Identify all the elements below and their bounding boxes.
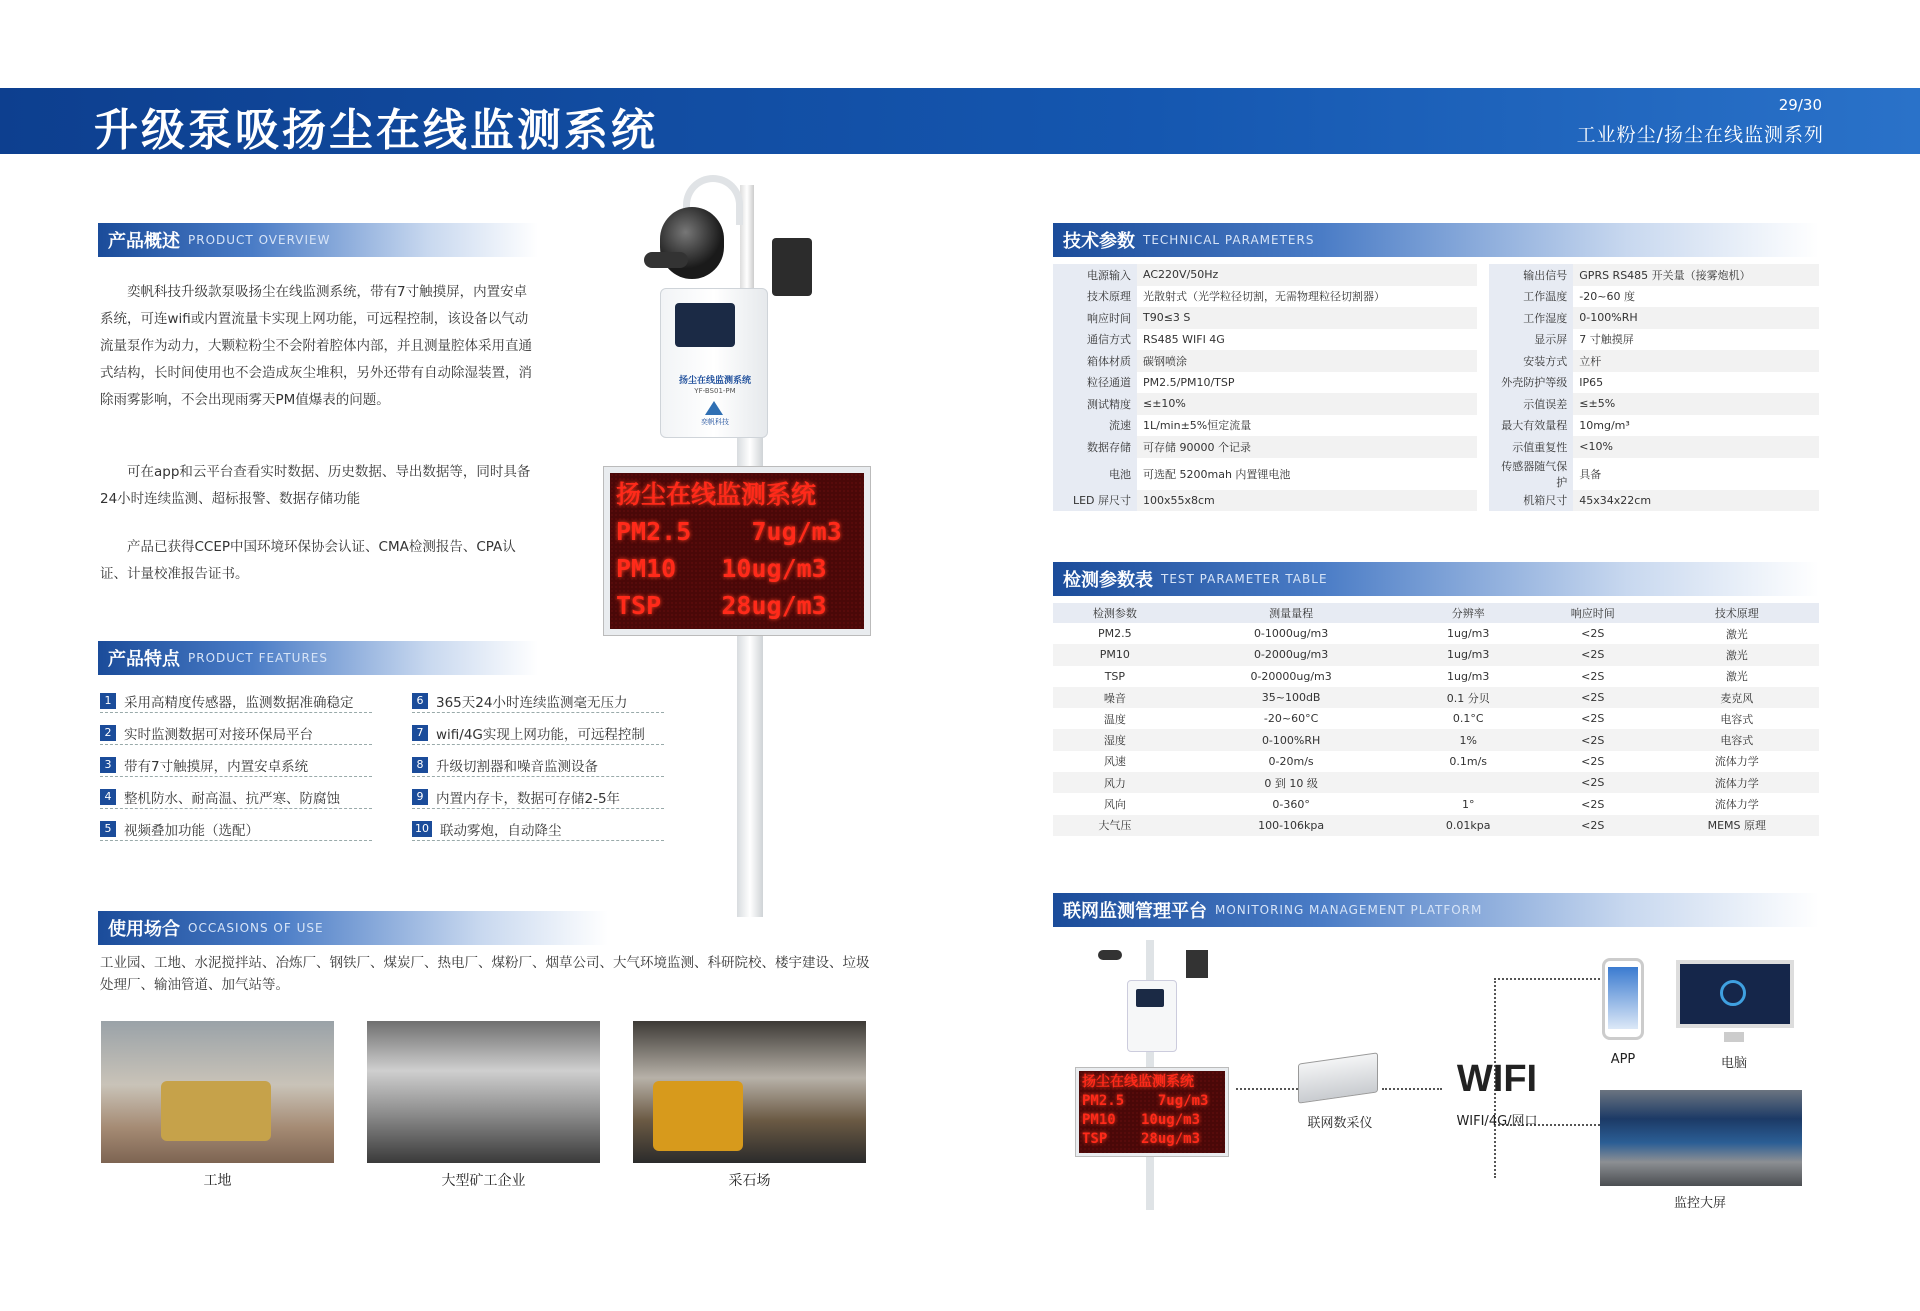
tech-row xyxy=(1053,286,1819,308)
test-cell: 1° xyxy=(1461,797,1475,811)
series-title: 工业粉尘/扬尘在线监测系列 xyxy=(1576,124,1824,146)
test-cell: TSP xyxy=(1104,669,1126,683)
tech-spacer xyxy=(1477,286,1489,308)
wind-speed-sensor-icon xyxy=(644,252,688,268)
tech-spacer xyxy=(1477,415,1489,437)
tech-param-name: 流速 xyxy=(1053,415,1137,437)
test-cell: MEMS 原理 xyxy=(1655,815,1819,836)
tech-param-name: 输出信号 xyxy=(1489,264,1573,286)
feature-item: 6 365天24小时连续监测毫无压力 xyxy=(412,689,664,713)
photo-caption: 大型矿工企业 xyxy=(441,1173,526,1189)
tech-param-value: T90≤3 S xyxy=(1137,307,1477,329)
test-row xyxy=(1053,708,1819,729)
camera-icon xyxy=(660,207,724,279)
features-title-zh: 产品特点 xyxy=(108,649,180,670)
tech-spacer xyxy=(1477,393,1489,415)
tech-spacer xyxy=(1477,350,1489,372)
photo-caption: 采石场 xyxy=(728,1173,771,1189)
test-cell: 1ug/m3 xyxy=(1447,669,1490,683)
led-row: PM10 10ug/m3 xyxy=(616,554,827,583)
tech-row xyxy=(1053,307,1819,329)
tech-param-value: ≤±10% xyxy=(1137,393,1477,415)
feature-item: 9 内置内存卡，数据可存储2-5年 xyxy=(412,785,664,809)
mini-led-display: 扬尘在线监测系统 PM2.5 7ug/m3 PM10 10ug/m3 TSP 28ug/m3 xyxy=(1076,1068,1228,1156)
tech-param-value: 具备 xyxy=(1579,467,1602,481)
tech-param-value: 100x55x8cm xyxy=(1137,490,1477,512)
tech-param-name: 技术原理 xyxy=(1053,286,1137,308)
tech-param-value: RS485 WIFI 4G xyxy=(1143,332,1225,346)
test-cell: 0.1 分贝 xyxy=(1406,687,1531,708)
test-column-header: 分辨率 xyxy=(1406,603,1531,623)
led-title: 扬尘在线监测系统 xyxy=(616,480,817,509)
tech-param-value: 0-100%RH xyxy=(1573,307,1819,329)
test-cell: 激光 xyxy=(1655,644,1819,665)
platform-title-en: MONITORING MANAGEMENT PLATFORM xyxy=(1215,903,1483,917)
led-row: TSP 28ug/m3 xyxy=(616,591,827,620)
tech-param-name: 电池 xyxy=(1053,458,1137,490)
test-parameters-table xyxy=(1053,603,1819,836)
tech-param-value: 光散射式（光学粒径切割，无需物理粒径切割器） xyxy=(1143,290,1385,304)
page-title: 升级泵吸扬尘在线监测系统 xyxy=(94,105,658,156)
test-cell: 0-20000ug/m3 xyxy=(1250,669,1332,683)
feature-item: 4 整机防水、耐高温、抗严寒、防腐蚀 xyxy=(100,785,372,809)
tech-title-en: TECHNICAL PARAMETERS xyxy=(1143,233,1315,247)
features-title-en: PRODUCT FEATURES xyxy=(188,651,328,665)
tech-param-name: 传感器随气保护 xyxy=(1489,458,1573,490)
photo-mining xyxy=(367,1021,600,1163)
test-title-en: TEST PARAMETER TABLE xyxy=(1161,572,1328,586)
tech-row xyxy=(1053,350,1819,372)
feature-item: 10 联动雾炮，自动降尘 xyxy=(412,817,664,841)
test-row xyxy=(1053,623,1819,644)
test-cell: 激光 xyxy=(1725,670,1748,684)
tech-row xyxy=(1053,329,1819,351)
test-cell: 35~100dB xyxy=(1177,687,1406,708)
tech-param-value: -20~60 度 xyxy=(1579,290,1635,304)
tech-param-name: LED 屏尺寸 xyxy=(1053,490,1137,512)
feature-item: 8 升级切割器和噪音监测设备 xyxy=(412,753,664,777)
tech-param-value: 可存储 90000 个记录 xyxy=(1137,436,1477,458)
test-heading xyxy=(1053,562,1819,596)
test-cell: 激光 xyxy=(1725,627,1748,641)
test-cell: 麦克风 xyxy=(1655,687,1819,708)
features-heading xyxy=(98,641,538,675)
collector-label: 联网数采仪 xyxy=(1307,1116,1373,1131)
tech-heading xyxy=(1053,223,1819,257)
test-cell: PM2.5 xyxy=(1098,627,1132,641)
wind-direction-sensor-icon xyxy=(772,238,812,296)
test-cell: <2S xyxy=(1531,815,1655,836)
tech-param-value: PM2.5/PM10/TSP xyxy=(1143,375,1235,389)
tech-param-name: 测试精度 xyxy=(1053,393,1137,415)
tech-param-name: 机箱尺寸 xyxy=(1489,490,1573,512)
test-cell xyxy=(1406,772,1531,793)
test-row xyxy=(1053,729,1819,750)
test-cell: <2S xyxy=(1581,712,1605,726)
test-cell: <2S xyxy=(1581,797,1605,811)
test-cell: 0.1°C xyxy=(1452,712,1484,726)
phone-icon xyxy=(1602,958,1644,1040)
device-main-box xyxy=(660,288,768,438)
test-cell: 0-2000ug/m3 xyxy=(1177,644,1406,665)
test-cell: 0 到 10 级 xyxy=(1177,772,1406,793)
test-cell: 100-106kpa xyxy=(1177,815,1406,836)
tech-param-value: 1L/min±5%恒定流量 xyxy=(1143,419,1252,433)
test-row xyxy=(1053,666,1819,687)
test-cell: 1ug/m3 xyxy=(1447,627,1490,641)
mini-wind-vane-icon xyxy=(1186,950,1208,978)
test-row xyxy=(1053,772,1819,793)
test-cell: 温度 xyxy=(1103,712,1126,726)
led-display xyxy=(604,467,870,635)
tech-spacer xyxy=(1477,490,1489,512)
tech-spacer xyxy=(1477,372,1489,394)
tech-param-value: AC220V/50Hz xyxy=(1137,264,1477,286)
tech-param-name: 箱体材质 xyxy=(1053,350,1137,372)
pc-label: 电脑 xyxy=(1720,1056,1747,1071)
test-cell: <2S xyxy=(1581,669,1605,683)
test-cell: 噪音 xyxy=(1053,687,1177,708)
photo-construction-site xyxy=(101,1021,334,1163)
test-cell: <2S xyxy=(1531,772,1655,793)
tech-row xyxy=(1053,436,1819,458)
platform-heading xyxy=(1053,893,1819,927)
brand-logo-icon xyxy=(705,401,723,415)
overview-heading xyxy=(98,223,538,257)
feature-item: 3 带有7寸触摸屏，内置安卓系统 xyxy=(100,753,372,777)
test-cell: 湿度 xyxy=(1053,729,1177,750)
test-cell: 0.1m/s xyxy=(1449,754,1488,768)
usage-title-en: OCCASIONS OF USE xyxy=(188,921,324,935)
tech-param-name: 响应时间 xyxy=(1053,307,1137,329)
test-cell: 1% xyxy=(1406,729,1531,750)
test-row xyxy=(1053,751,1819,772)
test-cell: 风速 xyxy=(1103,755,1126,769)
tech-param-value: 10mg/m³ xyxy=(1579,418,1630,432)
test-title-zh: 检测参数表 xyxy=(1063,570,1153,591)
platform-title-zh: 联网监测管理平台 xyxy=(1063,901,1207,922)
test-cell: 0-1000ug/m3 xyxy=(1253,627,1329,641)
test-cell: PM10 xyxy=(1053,644,1177,665)
tech-param-name: 示值误差 xyxy=(1489,393,1573,415)
test-cell: <2S xyxy=(1581,627,1605,641)
tech-row xyxy=(1053,490,1819,512)
tech-param-value: 7 寸触摸屏 xyxy=(1579,333,1634,347)
usage-heading xyxy=(98,911,608,945)
test-cell: <2S xyxy=(1581,754,1605,768)
tech-param-value: 45x34x22cm xyxy=(1573,490,1819,512)
tech-parameters-table xyxy=(1053,264,1819,511)
device-box-label: 扬尘在线监测系统 xyxy=(678,376,751,386)
test-column-header: 检测参数 xyxy=(1053,603,1177,623)
wifi-label: WIFI xyxy=(1456,1058,1538,1100)
test-cell: 流体力学 xyxy=(1714,798,1759,812)
tech-param-name: 外壳防护等级 xyxy=(1489,372,1573,394)
bigscreen-label: 监控大屏 xyxy=(1673,1196,1726,1211)
feature-item: 2 实时监测数据可对接环保局平台 xyxy=(100,721,372,745)
tech-param-name: 示值重复性 xyxy=(1489,436,1573,458)
tech-param-name: 工作湿度 xyxy=(1489,307,1573,329)
tech-row xyxy=(1053,264,1819,286)
feature-item: 1 采用高精度传感器，监测数据准确稳定 xyxy=(100,689,372,713)
test-cell: 电容式 xyxy=(1655,729,1819,750)
page-number: 29/30 xyxy=(1778,96,1822,114)
test-cell: 流体力学 xyxy=(1655,772,1819,793)
tech-param-name: 安装方式 xyxy=(1489,350,1573,372)
data-collector-icon xyxy=(1298,1052,1378,1103)
wifi-sub-label: WIFI/4G/网口 xyxy=(1456,1114,1538,1129)
test-cell: 流体力学 xyxy=(1714,755,1759,769)
page-header xyxy=(0,88,1920,154)
touchscreen-icon xyxy=(675,303,735,347)
test-cell: <2S xyxy=(1531,729,1655,750)
test-cell: 风向 xyxy=(1103,798,1126,812)
test-cell: 电容式 xyxy=(1720,712,1754,726)
mini-wind-sensor-icon xyxy=(1098,950,1122,960)
test-cell: 0.01kpa xyxy=(1406,815,1531,836)
tech-spacer xyxy=(1477,329,1489,351)
test-cell: 0-20m/s xyxy=(1268,754,1314,768)
feature-item: 7 wifi/4G实现上网功能，可远程控制 xyxy=(412,721,664,745)
photo-quarry xyxy=(633,1021,866,1163)
device-brand: 奕帆科技 xyxy=(701,418,729,426)
test-cell: <2S xyxy=(1531,644,1655,665)
tech-param-value: <10% xyxy=(1573,436,1819,458)
test-cell: 0-100%RH xyxy=(1177,729,1406,750)
tech-param-name: 电源输入 xyxy=(1053,264,1137,286)
usage-text: 工业园、工地、水泥搅拌站、冶炼厂、钢铁厂、煤炭厂、热电厂、煤粉厂、烟草公司、大气环境监测、科研院校、楼宇建设、垃圾处理厂、输油管道、加气站等。 xyxy=(100,955,870,993)
test-cell: 风力 xyxy=(1053,772,1177,793)
mini-device-box xyxy=(1127,980,1177,1052)
tech-title-zh: 技术参数 xyxy=(1063,231,1135,252)
led-row: PM2.5 7ug/m3 xyxy=(616,517,842,546)
tech-param-value: IP65 xyxy=(1579,375,1604,389)
photo-caption: 工地 xyxy=(203,1173,232,1189)
test-column-header: 测量量程 xyxy=(1177,603,1406,623)
tech-spacer xyxy=(1477,458,1489,490)
test-column-header: 技术原理 xyxy=(1655,603,1819,623)
test-column-header: 响应时间 xyxy=(1531,603,1655,623)
overview-para-3: 产品已获得CCEP中国环境环保协会认证、CMA检测报告、CPA认证、计量校准报告证书。 xyxy=(100,539,516,582)
app-label: APP xyxy=(1610,1052,1636,1067)
test-row xyxy=(1053,793,1819,814)
tech-row xyxy=(1053,458,1819,490)
monitoring-big-screen-photo xyxy=(1600,1090,1802,1186)
test-cell: 大气压 xyxy=(1053,815,1177,836)
test-cell: 0-360° xyxy=(1272,797,1310,811)
tech-param-value: ≤±5% xyxy=(1573,393,1819,415)
overview-para-1: 奕帆科技升级款泵吸扬尘在线监测系统，带有7寸触摸屏，内置安卓系统，可连wifi或内置流量卡实现上网功能，可远程控制，该设备以气动流量泵作为动力，大颗粒粉尘不会附着腔体内部，并且测量腔体采用直通式结构，长时间使用也不会造成灰尘堆积，另外还带有自动除湿装置，消除雨雾影响，不会出现雨雾天PM值爆表的问题。 xyxy=(100,284,532,408)
overview-title-en: PRODUCT OVERVIEW xyxy=(188,233,331,247)
feature-item: 5 视频叠加功能（选配） xyxy=(100,817,372,841)
test-cell: <2S xyxy=(1531,687,1655,708)
tech-spacer xyxy=(1477,264,1489,286)
tech-row xyxy=(1053,393,1819,415)
test-row xyxy=(1053,644,1819,665)
tech-param-value: GPRS RS485 开关量（接雾炮机） xyxy=(1573,264,1819,286)
test-cell: -20~60°C xyxy=(1263,712,1319,726)
tech-row xyxy=(1053,372,1819,394)
tech-param-name: 数据存储 xyxy=(1053,436,1137,458)
test-row xyxy=(1053,687,1819,708)
tech-row xyxy=(1053,415,1819,437)
tech-param-name: 显示屏 xyxy=(1489,329,1573,351)
tech-spacer xyxy=(1477,307,1489,329)
overview-para-2: 可在app和云平台查看实时数据、历史数据、导出数据等，同时具备24小时连续监测、超标报警、数据存储功能 xyxy=(100,464,531,507)
computer-icon xyxy=(1676,960,1794,1028)
tech-param-name: 粒径通道 xyxy=(1053,372,1137,394)
tech-param-name: 最大有效量程 xyxy=(1489,415,1573,437)
device-model: YF-BS01-PM xyxy=(694,387,736,395)
test-row xyxy=(1053,815,1819,836)
test-cell: 1ug/m3 xyxy=(1406,644,1531,665)
tech-param-name: 工作温度 xyxy=(1489,286,1573,308)
tech-param-value: 立杆 xyxy=(1573,350,1819,372)
usage-title-zh: 使用场合 xyxy=(108,919,180,940)
overview-title-zh: 产品概述 xyxy=(108,231,180,252)
tech-spacer xyxy=(1477,436,1489,458)
tech-param-value: 碳钢喷涂 xyxy=(1137,350,1477,372)
tech-param-name: 通信方式 xyxy=(1053,329,1137,351)
tech-param-value: 可选配 5200mah 内置锂电池 xyxy=(1143,467,1291,481)
